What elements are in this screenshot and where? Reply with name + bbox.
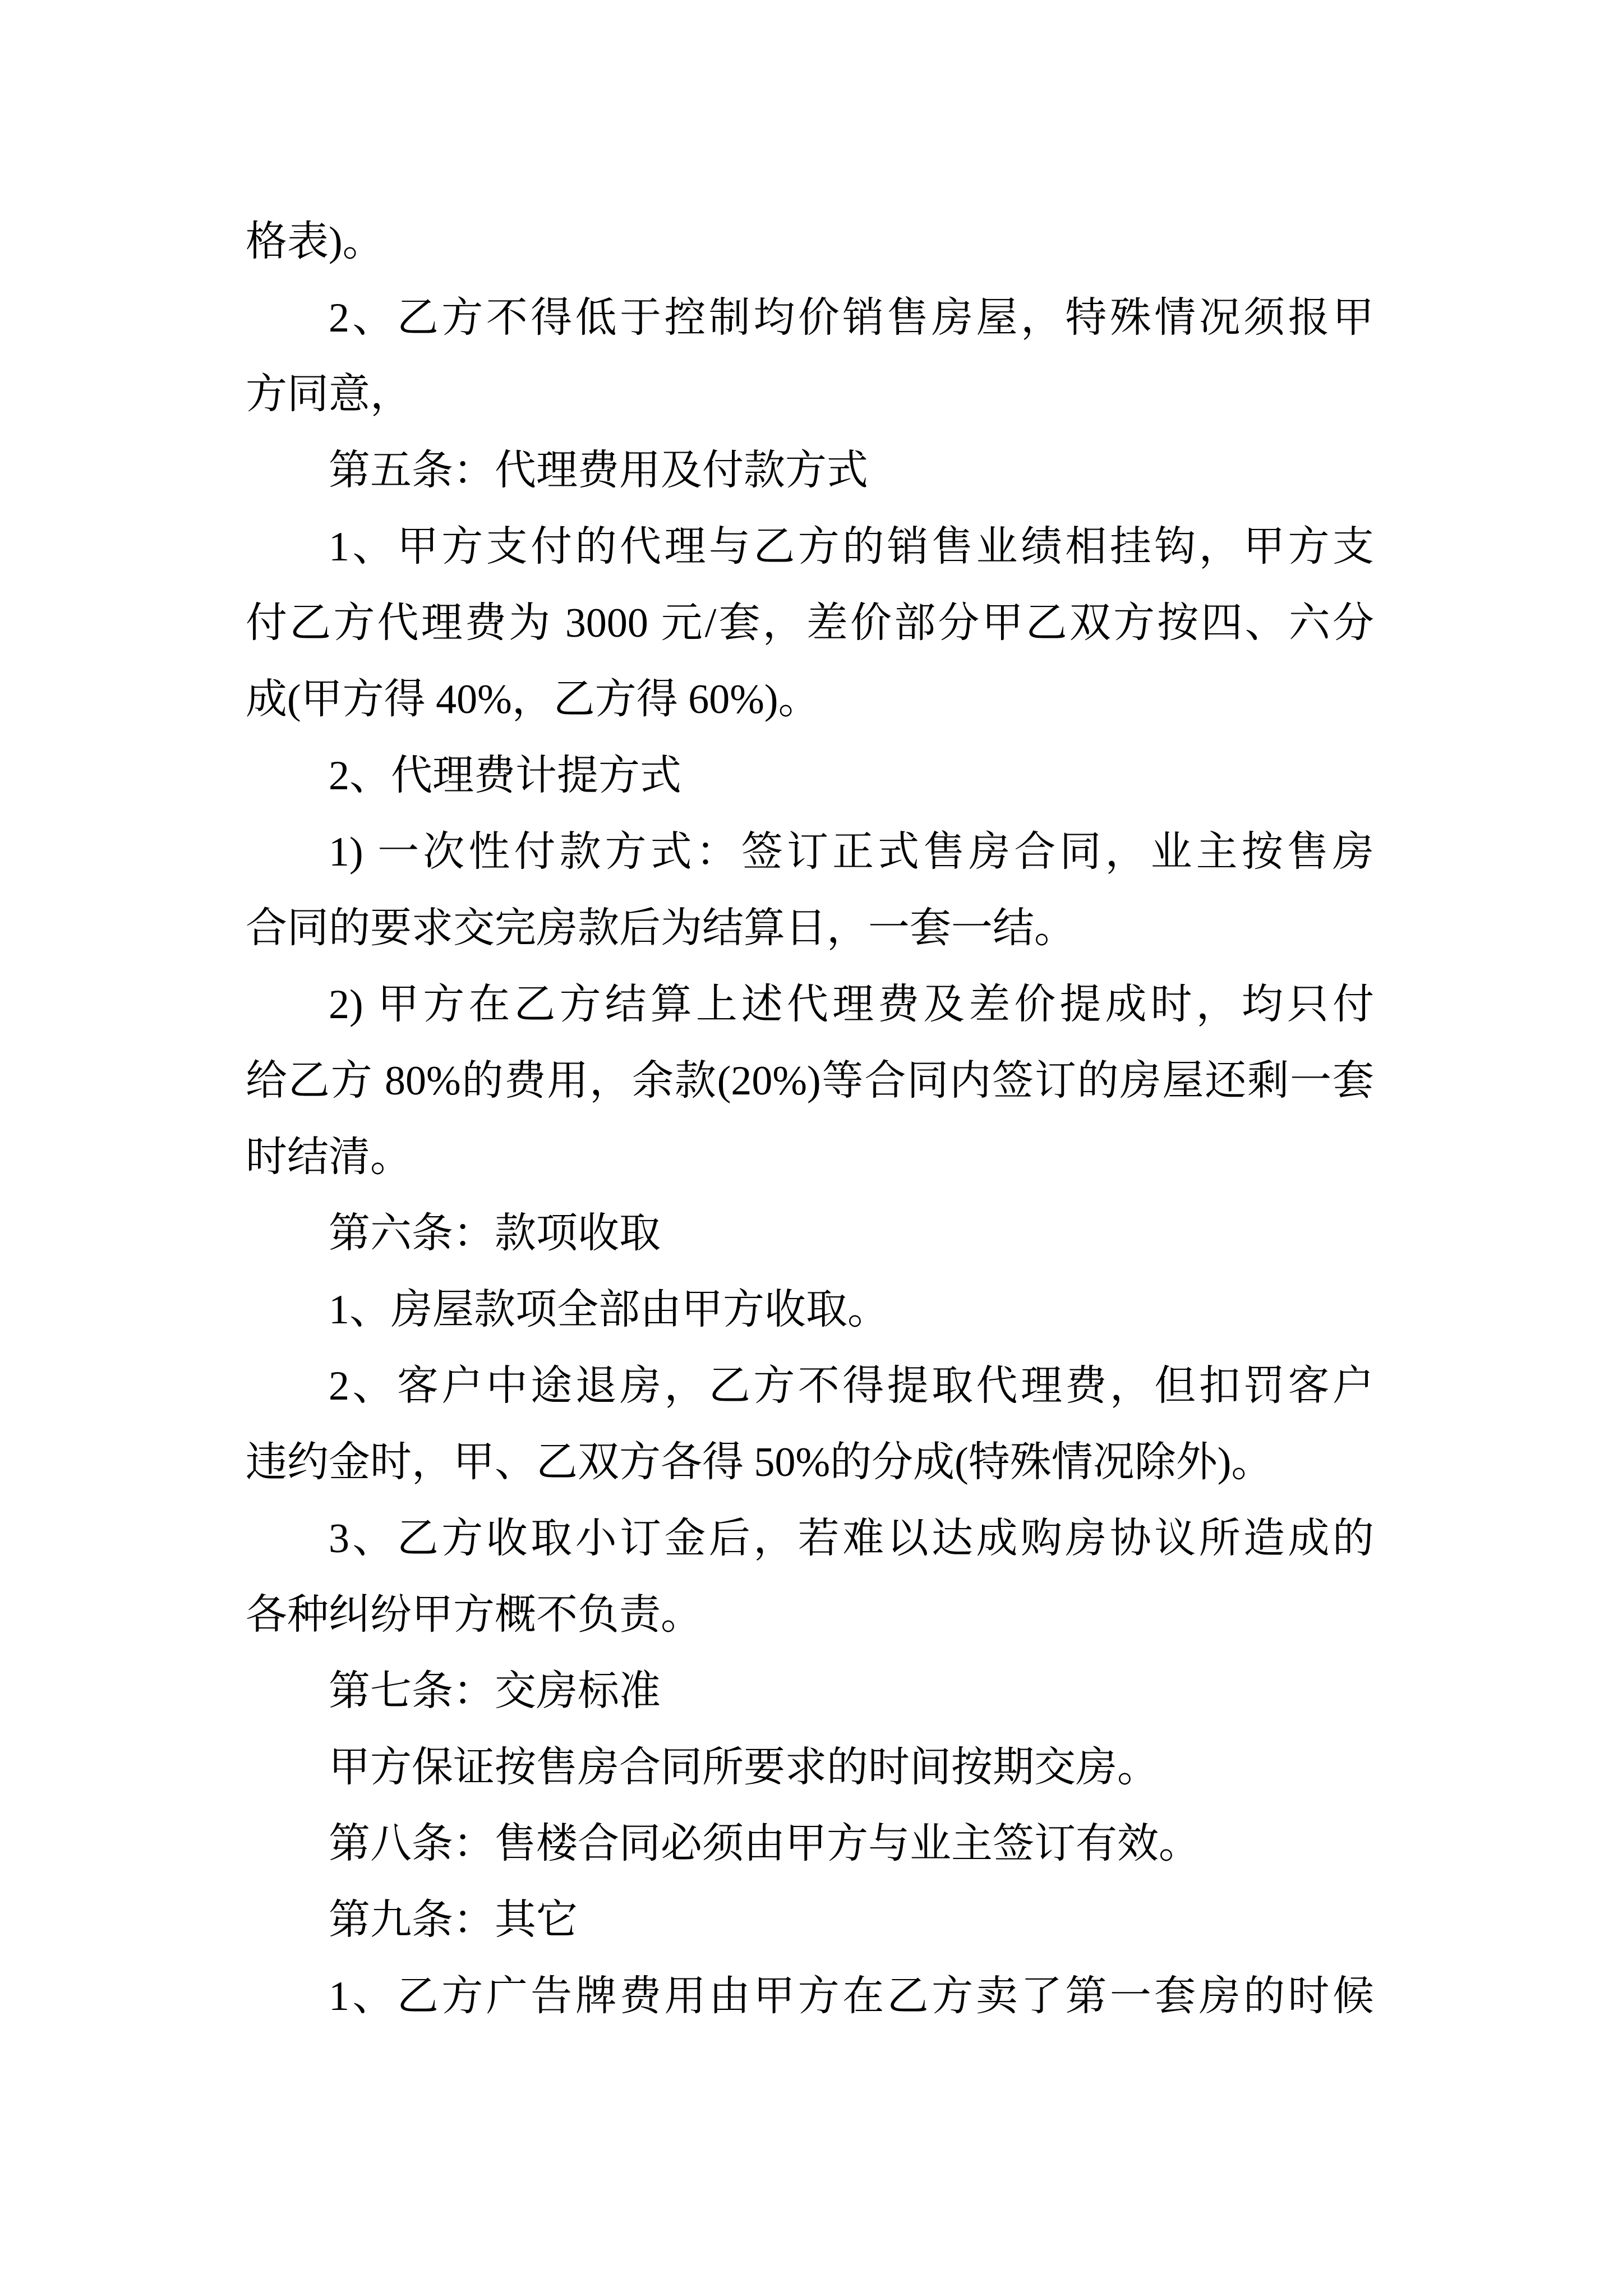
text-line: 甲方保证按售房合同所要求的时间按期交房。 bbox=[329, 1745, 1159, 1791]
text-line: 方同意， bbox=[246, 371, 412, 417]
document-body bbox=[246, 204, 1374, 2035]
text-line: 3、乙方收取小订金后，若难以达成购房协议所造成的 bbox=[329, 1516, 1374, 1562]
text-line: 合同的要求交完房款后为结算日，一套一结。 bbox=[246, 905, 1076, 951]
text-line: 2、代理费计提方式 bbox=[329, 753, 681, 799]
text-line: 1) 一次性付款方式：签订正式售房合同，业主按售房 bbox=[329, 829, 1374, 875]
text-line: 第七条：交房标准 bbox=[329, 1668, 661, 1714]
text-line: 2) 甲方在乙方结算上述代理费及差价提成时，均只付 bbox=[329, 982, 1374, 1028]
text-line: 1、甲方支付的代理与乙方的销售业绩相挂钩，甲方支 bbox=[329, 524, 1374, 570]
text-line: 给乙方 80%的费用，余款(20%)等合同内签订的房屋还剩一套 bbox=[246, 1058, 1374, 1104]
text-line: 第九条：其它 bbox=[329, 1897, 578, 1943]
text-line: 第六条：款项收取 bbox=[329, 1211, 661, 1257]
text-line: 各种纠纷甲方概不负责。 bbox=[246, 1592, 702, 1638]
text-line: 时结清。 bbox=[246, 1134, 412, 1180]
text-line: 1、房屋款项全部由甲方收取。 bbox=[329, 1287, 889, 1333]
text-line: 第八条：售楼合同必须由甲方与业主签订有效。 bbox=[329, 1821, 1200, 1867]
text-line: 违约金时，甲、乙双方各得 50%的分成(特殊情况除外)。 bbox=[246, 1439, 1273, 1485]
text-line: 格表)。 bbox=[246, 219, 384, 265]
text-line: 成(甲方得 40%，乙方得 60%)。 bbox=[246, 677, 820, 723]
text-line: 第五条：代理费用及付款方式 bbox=[329, 448, 868, 494]
text-line: 1、乙方广告牌费用由甲方在乙方卖了第一套房的时候 bbox=[329, 1973, 1374, 2019]
text-line: 2、乙方不得低于控制均价销售房屋，特殊情况须报甲 bbox=[329, 295, 1374, 341]
text-line: 2、客户中途退房，乙方不得提取代理费，但扣罚客户 bbox=[329, 1363, 1374, 1409]
text-line: 付乙方代理费为 3000 元/套，差价部分甲乙双方按四、六分 bbox=[246, 600, 1374, 646]
